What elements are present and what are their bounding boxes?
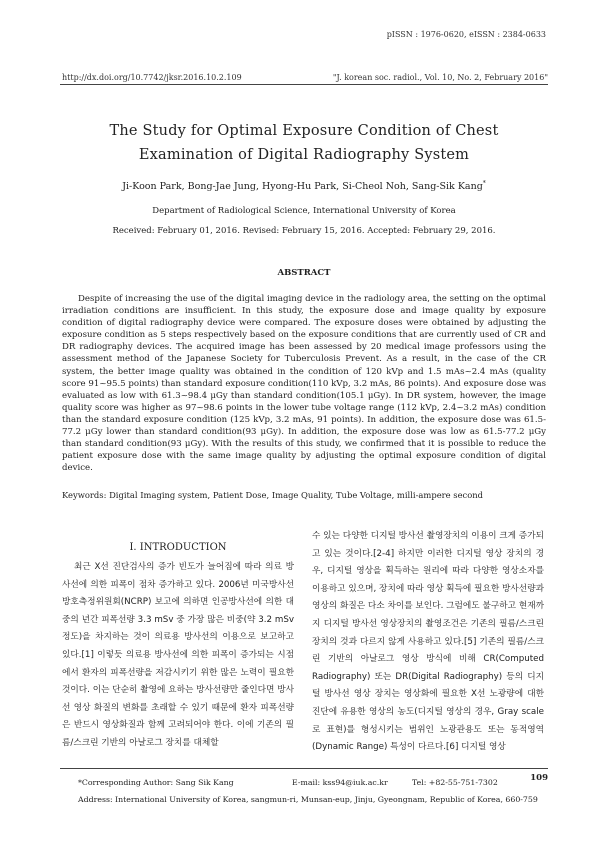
page-number: 109: [530, 773, 548, 783]
section-heading-introduction: Ⅰ. INTRODUCTION: [129, 542, 227, 553]
corresponding-telephone: Tel: +82-55-751-7302: [412, 778, 498, 787]
abstract-heading: ABSTRACT: [277, 268, 331, 278]
corresponding-author: *Corresponding Author: Sang Sik Kang: [78, 778, 234, 787]
doi-link[interactable]: http://dx.doi.org/10.7742/jksr.2016.10.2.109: [62, 73, 242, 82]
author-list: [60, 180, 548, 192]
author-names: Ji-Koon Park, Bong-Jae Jung, Hyong-Hu Park, Si-Cheol Noh, Sang-Sik Kang: [122, 181, 483, 193]
abstract-text: Despite of increasing the use of the digital imaging device in the radiology area, the setting on the optimal irradiation conditions are insufficient. In this study, the exposure dose and image quality by exposure condition of digital radiography device were compared. The exposure doses were obtained by adjusting the exposure condition as 5 steps respectively based on the exposure conditions that are currently used of CR and DR radiography devices. The acquired image has been assessed by 20 medical image professors using the assessment method of the Japanese Society for Tuberculosis Prevent. As a result, in the case of the CR system, the better image quality was obtained in the condition of 120 kVp and 1.5 mAs~2.4 mAs (quality score 91~95.5 points) than standard exposure condition(110 kVp, 3.2 mAs, 86 points). And exposure dose was evaluated as low with 61.3~98.4 μGy than standard condition(105.1 μGy). In DR system, however, the image quality score was higher as 97~98.6 points in the lower tube voltage range (112 kVp, 2.4~3.2 mAs) condition than the standard exposure condition (125 kVp, 3.2 mAs, 91 points). In addition, the exposure dose was 61.5-77.2 μGy lower than standard condition(93 μGy). In addition, the exposure dose was low as 61.5-77.2 μGy than standard condition(93 μGy). With the results of this study, we confirmed that it is possible to reduce the patient exposure dose with the same image quality by adjusting the optimal exposure condition of digital device.: [62, 294, 546, 474]
intro-paragraph-right: 수 있는 다양한 디지털 방사선 촬영장치의 이용이 크게 증가되고 있는 것이다.[2-4] 하지만 이러한 디지털 영상 장치의 경우, 디지털 영상을 획득하는 원리에 따라 다양한 영상소자를 이용하고 있으며, 장치에 따라 영상 획득에 필요한 방사선량과 영상의 화질은 다소 차이를 보인다. 그럼에도 불구하고 현재까지 디지털 방사선 영상장치의 촬영조건은 기존의 필름/스크린 장치의 것과 다르지 않게 사용하고 있다.[5] 기존의 필름/스크린 기반의 아날로그 영상 방식에 비해 CR(Computed Radiography) 또는 DR(Digital Radiography) 등의 디지털 방사선 영상 장치는 영상화에 필요한 X선 노광량에 대한 진단에 유용한 영상의 농도(디지털 영상의 경우, Gray scale로 표현)를 형성시키는 범위인 노광관용도 또는 동적영역(Dynamic Range) 특성이 다르다.[6] 디지털 영상: [312, 531, 544, 753]
submission-dates: Received: February 01, 2016. Revised: February 15, 2016. Accepted: February 29, 2016.: [112, 226, 496, 236]
corresponding-address: Address: International University of Korea, sangmun-ri, Munsan-eup, Jinju, Gyeongnam, Republic of Korea, 660-759: [78, 795, 538, 804]
body-column-left: [62, 525, 294, 753]
journal-citation: "J. korean soc. radiol., Vol. 10, No. 2, February 2016": [332, 73, 548, 82]
body-column-right: [312, 528, 544, 757]
corresponding-mark: *: [482, 180, 486, 187]
keywords: Keywords: Digital Imaging system, Patient Dose, Image Quality, Tube Voltage, milli-ampere second: [62, 490, 484, 500]
affiliation: Department of Radiological Science, International University of Korea: [152, 206, 456, 216]
intro-paragraph-left: 최근 X선 진단검사의 증가 빈도가 늘어짐에 따라 의료 방사선에 의한 피폭이 점차 증가하고 있다. 2006년 미국방사선방호측정위원회(NCRP) 보고에 의하면 인공방사선에 의한 대중의 년간 피폭선량 3.3 mSv 중 가장 많은 비중(약 3.2 mSv 정도)을 차지하는 것이 의료용 방사선의 이용으로 보고하고 있다.[1] 이렇듯 의료용 방사선에 의한 피폭이 증가되는 시점에서 환자의 피폭선량을 저감시키기 위한 많은 노력이 필요한 것이다. 이는 단순히 촬영에 요하는 방사선량만 줄인다면 방사선 영상 화질의 변화를 초래할 수 있기 때문에 환자 피폭선량은 반드시 영상화질과 함께 고려되어야 한다. 이에 기존의 필름/스크린 기반의 아날로그 장치를 대체할: [62, 562, 294, 748]
footer-divider: [60, 768, 548, 769]
paper-title: The Study for Optimal Exposure Condition of Chest Examination of Digital Radiography System: [109, 123, 499, 163]
corresponding-email[interactable]: E-mail: kss94@iuk.ac.kr: [292, 778, 388, 787]
header-divider: [60, 84, 548, 85]
issn-line: pISSN : 1976-0620, eISSN : 2384-0633: [386, 30, 546, 39]
